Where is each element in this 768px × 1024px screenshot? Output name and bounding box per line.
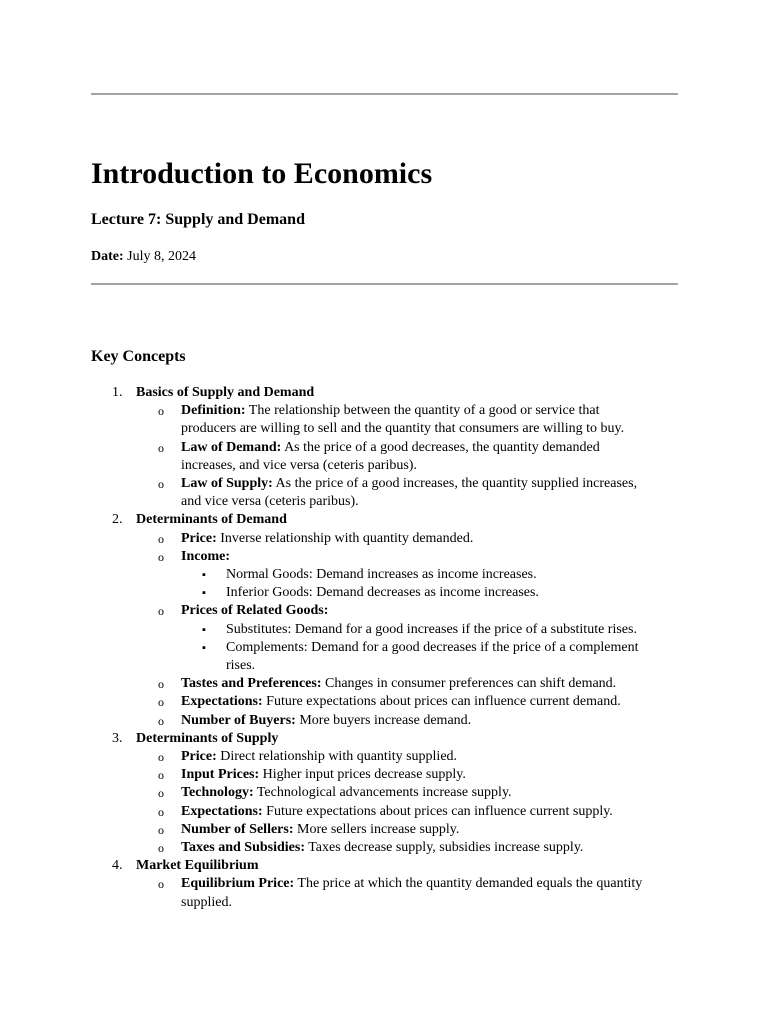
- item-number: 3.: [112, 730, 123, 746]
- item-label: Equilibrium Price:: [181, 876, 295, 892]
- item-label: Definition:: [181, 403, 246, 419]
- item-text: Future expectations about prices can influence current demand.: [262, 694, 621, 710]
- list-item-law-of-supply-cont: [0, 493, 768, 511]
- list-item-demand-expectations: [0, 693, 768, 711]
- outline-item-supply-determinants: [0, 730, 768, 748]
- circle-bullet-icon: o: [158, 877, 164, 892]
- list-item-complements: [0, 639, 768, 657]
- list-item-equilibrium-price-cont: [0, 894, 768, 912]
- circle-bullet-icon: o: [158, 404, 164, 419]
- list-item-sellers: [0, 821, 768, 839]
- list-item-income: [0, 548, 768, 566]
- item-text: Substitutes: Demand for a good increases if the price of a substitute rises.: [226, 621, 637, 637]
- item-text: Technological advancements increase supply.: [253, 785, 512, 801]
- circle-bullet-icon: o: [158, 750, 164, 765]
- circle-bullet-icon: o: [158, 786, 164, 801]
- date-value: July 8, 2024: [123, 249, 196, 264]
- item-label: Income:: [181, 548, 230, 564]
- circle-bullet-icon: o: [158, 804, 164, 819]
- circle-bullet-icon: o: [158, 841, 164, 856]
- item-label: Input Prices:: [181, 767, 260, 783]
- item-text: More sellers increase supply.: [293, 821, 460, 837]
- list-item-normal-goods: [0, 566, 768, 584]
- list-item-tastes: [0, 675, 768, 693]
- item-text: As the price of a good decreases, the quantity demanded: [281, 439, 600, 455]
- item-text: Inverse relationship with quantity demanded.: [216, 530, 474, 546]
- list-item-demand-price: [0, 530, 768, 548]
- item-title: Determinants of Demand: [136, 512, 287, 528]
- list-item-taxes: [0, 839, 768, 857]
- date-line: [91, 247, 196, 267]
- item-text: Higher input prices decrease supply.: [259, 767, 466, 783]
- item-label: Prices of Related Goods:: [181, 603, 329, 619]
- list-item-definition-cont: [0, 420, 768, 438]
- item-number: 2.: [112, 512, 123, 528]
- list-item-definition: [0, 402, 768, 420]
- item-text: Future expectations about prices can influence current supply.: [262, 803, 613, 819]
- item-label: Expectations:: [181, 694, 263, 710]
- item-text: producers are willing to sell and the quantity that consumers are willing to buy.: [181, 421, 625, 437]
- circle-bullet-icon: o: [158, 440, 164, 455]
- item-text: supplied.: [181, 894, 232, 910]
- circle-bullet-icon: o: [158, 477, 164, 492]
- item-text: Normal Goods: Demand increases as income increases.: [226, 567, 537, 583]
- document-title: Introduction to Economics: [91, 157, 433, 190]
- lecture-subtitle: Lecture 7: Supply and Demand: [91, 211, 305, 228]
- list-item-inferior-goods: [0, 584, 768, 602]
- list-item-law-of-demand: [0, 439, 768, 457]
- item-text: rises.: [226, 658, 256, 674]
- list-item-law-of-supply: [0, 475, 768, 493]
- section-divider: [91, 283, 678, 285]
- item-label: Price:: [181, 530, 217, 546]
- item-text: Complements: Demand for a good decreases if the price of a complement: [226, 639, 639, 655]
- circle-bullet-icon: o: [158, 768, 164, 783]
- circle-bullet-icon: o: [158, 677, 164, 692]
- square-bullet-icon: ▪: [202, 587, 206, 600]
- item-label: Law of Demand:: [181, 439, 282, 455]
- item-text: Inferior Goods: Demand decreases as income increases.: [226, 585, 539, 601]
- item-label: Price:: [181, 749, 217, 765]
- item-label: Tastes and Preferences:: [181, 676, 322, 692]
- item-text: and vice versa (ceteris paribus).: [181, 494, 359, 510]
- outline-item-equilibrium: [0, 857, 768, 875]
- square-bullet-icon: ▪: [202, 623, 206, 636]
- section-heading: Key Concepts: [91, 348, 186, 365]
- square-bullet-icon: ▪: [202, 569, 206, 582]
- item-text: increases, and vice versa (ceteris paribus).: [181, 457, 417, 473]
- list-item-law-of-demand-cont: [0, 457, 768, 475]
- circle-bullet-icon: o: [158, 531, 164, 546]
- square-bullet-icon: ▪: [202, 641, 206, 654]
- item-title: Determinants of Supply: [136, 730, 279, 746]
- circle-bullet-icon: o: [158, 713, 164, 728]
- item-text: Direct relationship with quantity supplied.: [216, 749, 458, 765]
- item-text: Changes in consumer preferences can shift demand.: [321, 676, 617, 692]
- item-number: 4.: [112, 858, 123, 874]
- item-text: Taxes decrease supply, subsidies increase supply.: [304, 840, 584, 856]
- item-text: The price at which the quantity demanded equals the quantity: [294, 876, 643, 892]
- circle-bullet-icon: o: [158, 604, 164, 619]
- item-title: Market Equilibrium: [136, 858, 259, 874]
- outline-item-demand-determinants: [0, 511, 768, 529]
- list-item-related-goods: [0, 602, 768, 620]
- item-label: Number of Buyers:: [181, 712, 296, 728]
- top-divider: [91, 93, 678, 95]
- key-concepts-outline: [0, 384, 768, 912]
- item-text: The relationship between the quantity of a good or service that: [245, 403, 600, 419]
- item-number: 1.: [112, 385, 123, 400]
- list-item-input-prices: [0, 766, 768, 784]
- list-item-supply-price: [0, 748, 768, 766]
- list-item-substitutes: [0, 621, 768, 639]
- item-title: Basics of Supply and Demand: [136, 385, 315, 400]
- list-item-complements-cont: [0, 657, 768, 675]
- item-label: Technology:: [181, 785, 254, 801]
- item-text: More buyers increase demand.: [295, 712, 472, 728]
- list-item-buyers: [0, 712, 768, 730]
- list-item-technology: [0, 784, 768, 802]
- circle-bullet-icon: o: [158, 695, 164, 710]
- item-text: As the price of a good increases, the quantity supplied increases,: [272, 476, 638, 492]
- item-label: Taxes and Subsidies:: [181, 840, 305, 856]
- outline-item-basics: [0, 384, 768, 402]
- date-label: Date:: [91, 249, 124, 264]
- item-label: Number of Sellers:: [181, 821, 294, 837]
- circle-bullet-icon: o: [158, 549, 164, 564]
- list-item-supply-expectations: [0, 803, 768, 821]
- list-item-equilibrium-price: [0, 875, 768, 893]
- circle-bullet-icon: o: [158, 822, 164, 837]
- item-label: Expectations:: [181, 803, 263, 819]
- item-label: Law of Supply:: [181, 476, 273, 492]
